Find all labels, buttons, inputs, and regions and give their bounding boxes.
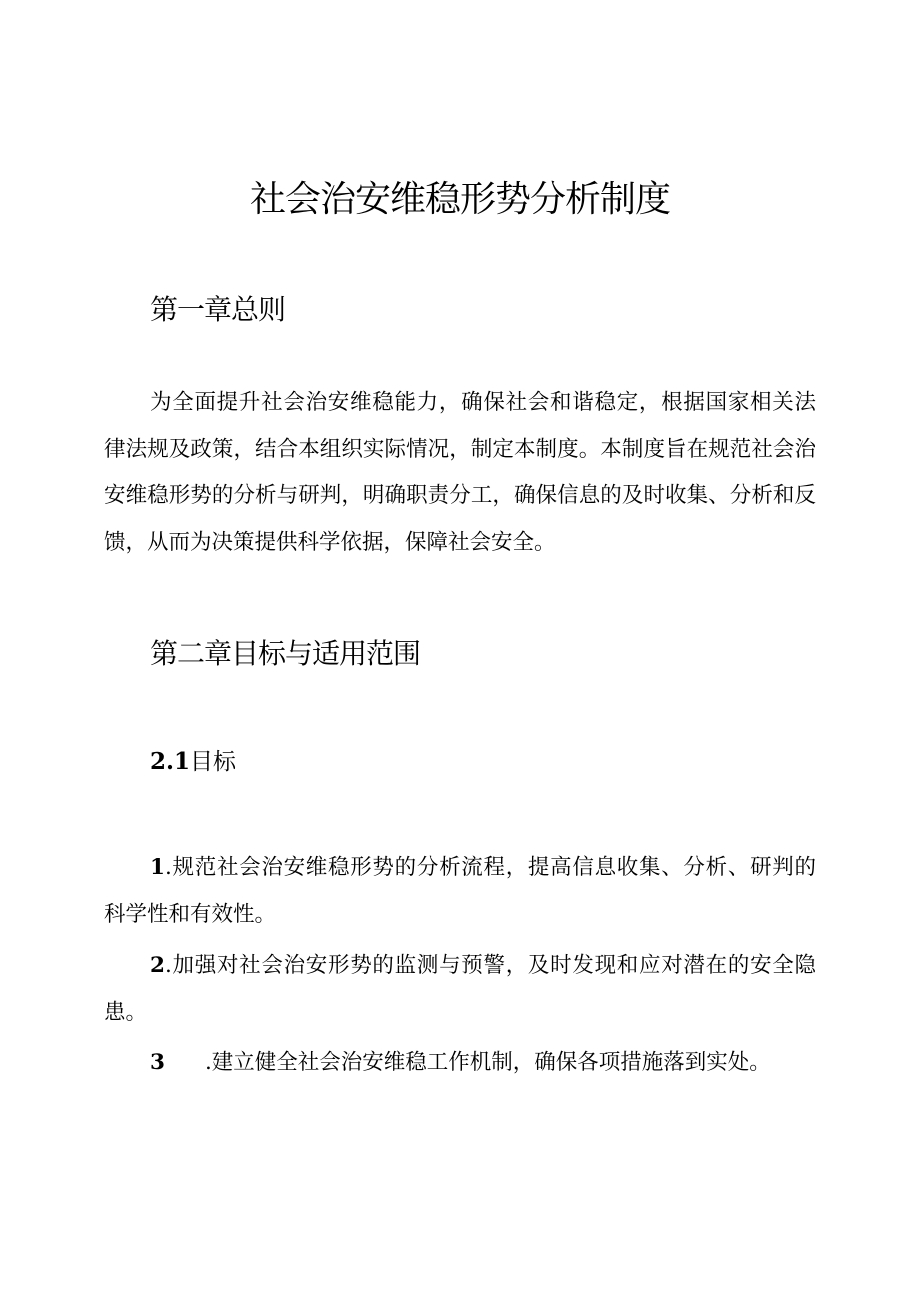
goal-item-2-number: 2 xyxy=(150,953,165,978)
goal-item-2-text: .加强对社会治安形势的监测与预警，及时发现和应对潜在的安全隐患。 xyxy=(104,953,816,1025)
goal-item-3-number: 3 xyxy=(150,1050,165,1075)
goal-item-1-text: .规范社会治安维稳形势的分析流程，提高信息收集、分析、研判的科学性和有效性。 xyxy=(104,855,816,927)
section-2-1-label: 目标 xyxy=(190,749,237,775)
chapter-2-heading: 第二章目标与适用范围 xyxy=(150,637,421,670)
goal-item-2 xyxy=(104,943,816,1036)
goal-item-3-text: .建立健全社会治安维稳工作机制，确保各项措施落到实处。 xyxy=(204,1050,771,1075)
section-2-1-heading xyxy=(150,744,236,780)
chapter-1-paragraph: 为全面提升社会治安维稳能力，确保社会和谐稳定，根据国家相关法律法规及政策，结合本组织实际情况，制定本制度。本制度旨在规范社会治安维稳形势的分析与研判，明确职责分工，确保信息的及时收集、分析和反馈，从而为决策提供科学依据，保障社会安全。 xyxy=(104,390,816,555)
goal-item-1-number: 1 xyxy=(150,855,165,880)
goal-item-1 xyxy=(104,845,816,938)
document-title: 社会治安维稳形势分析制度 xyxy=(249,179,670,220)
section-2-1-number: 2.1 xyxy=(150,748,191,775)
goal-item-3 xyxy=(104,1040,816,1087)
chapter-1-heading: 第一章总则 xyxy=(150,293,286,326)
